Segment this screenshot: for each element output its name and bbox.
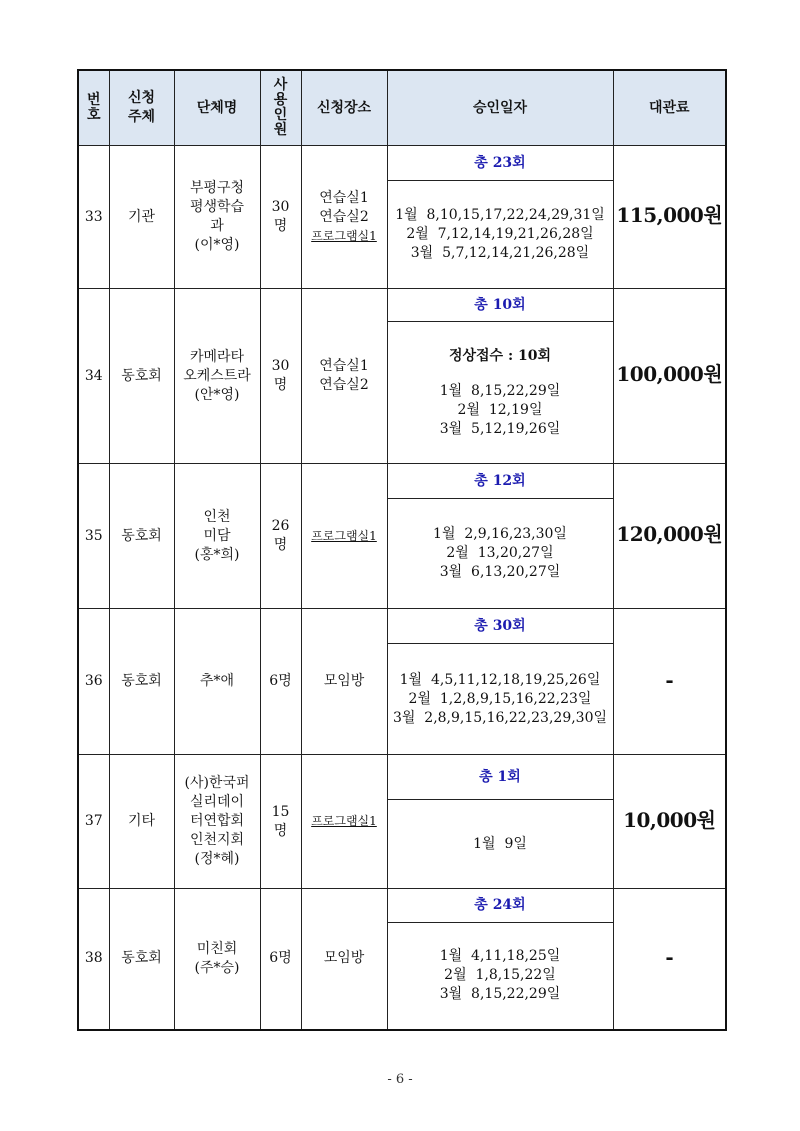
- approval-dates: [387, 322, 613, 464]
- applicant-type: 기관: [109, 146, 174, 289]
- user-count: 6명: [260, 609, 301, 755]
- header-group: 단체명: [174, 70, 260, 146]
- rental-fee: [613, 609, 726, 755]
- place-item: 연습실2: [319, 208, 369, 225]
- row-number: 37: [78, 755, 109, 889]
- fee-amount: -: [665, 944, 674, 969]
- date-line: 2월 1,8,15,22일: [444, 967, 556, 984]
- table-row: [78, 289, 726, 322]
- applicant-type: 동호회: [109, 609, 174, 755]
- place-item: 모임방: [323, 950, 365, 967]
- rental-fee: [613, 146, 726, 289]
- rental-fee: [613, 889, 726, 1030]
- date-line: 1월 2,9,16,23,30일: [433, 526, 567, 542]
- rental-place: [301, 889, 387, 1030]
- total-count: 총 23회: [387, 146, 613, 181]
- applicant-type: 동호회: [109, 889, 174, 1030]
- row-number: 35: [78, 464, 109, 609]
- total-count: 총 30회: [387, 609, 613, 644]
- table-row: [78, 609, 726, 644]
- header-number: 번 호: [78, 70, 109, 146]
- place-item: 프로그램실1: [311, 528, 377, 543]
- header-dates: 승인일자: [387, 70, 613, 146]
- place-item: 프로그램실1: [311, 814, 377, 828]
- date-line: 3월 5,12,19,26일: [439, 420, 561, 437]
- table-row: [78, 464, 726, 499]
- date-line: 2월 7,12,14,19,21,26,28일: [406, 226, 594, 242]
- date-line: 3월 2,8,9,15,16,22,23,29,30일: [392, 709, 608, 726]
- user-count: 6명: [260, 889, 301, 1030]
- rental-fee: [613, 464, 726, 609]
- date-line: 1월 4,11,18,25일: [439, 948, 561, 965]
- row-number: 34: [78, 289, 109, 464]
- group-name: 인천 미담 (홍*희): [174, 464, 260, 609]
- date-line: 1월 9일: [473, 835, 527, 852]
- applicant-type: 동호회: [109, 289, 174, 464]
- date-line: 2월 13,20,27일: [446, 545, 554, 561]
- rental-approval-table: [77, 69, 727, 1031]
- place-item: 연습실1: [319, 189, 369, 206]
- date-line: 1월 8,15,22,29일: [439, 382, 561, 399]
- header-applicant: 신청 주체: [109, 70, 174, 146]
- approval-dates: [387, 800, 613, 889]
- table-body: [78, 146, 726, 1030]
- group-name: 부평구청 평생학습 과 (이*영): [174, 146, 260, 289]
- header-place: 신청장소: [301, 70, 387, 146]
- user-count: 30 명: [260, 146, 301, 289]
- table-row: [78, 755, 726, 800]
- date-line: 1월 8,10,15,17,22,24,29,31일: [395, 207, 605, 223]
- total-count: 총 10회: [387, 289, 613, 322]
- date-line: 1월 4,5,11,12,18,19,25,26일: [399, 671, 601, 688]
- rental-fee: [613, 755, 726, 889]
- group-name: 미친회 (주*승): [174, 889, 260, 1030]
- row-number: 36: [78, 609, 109, 755]
- date-line: 3월 6,13,20,27일: [439, 564, 561, 580]
- place-item: 연습실2: [319, 377, 369, 393]
- header-fee: 대관료: [613, 70, 726, 146]
- rental-place: [301, 609, 387, 755]
- row-number: 33: [78, 146, 109, 289]
- applicant-type: 동호회: [109, 464, 174, 609]
- group-name: 카메라타 오케스트라 (안*영): [174, 289, 260, 464]
- group-name: (사)한국퍼 실리데이 터연합회 인천지회 (정*혜): [174, 755, 260, 889]
- group-name: 추*애: [174, 609, 260, 755]
- total-count: 총 1회: [387, 755, 613, 800]
- place-item: 프로그램실1: [311, 228, 377, 243]
- date-line: 3월 5,7,12,14,21,26,28일: [410, 245, 590, 261]
- rental-fee: [613, 289, 726, 464]
- table-row: [78, 889, 726, 923]
- approval-dates: [387, 923, 613, 1030]
- total-count: 총 24회: [387, 889, 613, 923]
- date-line: 2월 1,2,8,9,15,16,22,23일: [408, 690, 592, 707]
- total-count: 총 12회: [387, 464, 613, 499]
- date-line: 3월 8,15,22,29일: [439, 986, 561, 1003]
- fee-amount: 115,000원: [616, 203, 723, 227]
- table-row: [78, 146, 726, 181]
- user-count: 30 명: [260, 289, 301, 464]
- header-users: 사 용 인 원: [260, 70, 301, 146]
- table-header: [78, 70, 726, 146]
- row-number: 38: [78, 889, 109, 1030]
- fee-amount: 10,000원: [623, 807, 716, 832]
- fee-amount: 120,000원: [616, 522, 723, 546]
- fee-amount: -: [665, 667, 674, 692]
- approval-dates: [387, 644, 613, 755]
- place-item: 모임방: [323, 673, 365, 689]
- approval-dates: [387, 499, 613, 609]
- user-count: 15 명: [260, 755, 301, 889]
- date-line: 2월 12,19일: [457, 401, 543, 418]
- rental-place: [301, 289, 387, 464]
- user-count: 26 명: [260, 464, 301, 609]
- fee-amount: 100,000원: [616, 362, 723, 386]
- normal-receipt: 정상접수 : 10회: [448, 347, 552, 364]
- rental-place: [301, 464, 387, 609]
- rental-place: [301, 755, 387, 889]
- approval-dates: [387, 181, 613, 289]
- page-number: - 6 -: [387, 1072, 413, 1087]
- rental-place: [301, 146, 387, 289]
- place-item: 연습실1: [319, 358, 369, 374]
- applicant-type: 기타: [109, 755, 174, 889]
